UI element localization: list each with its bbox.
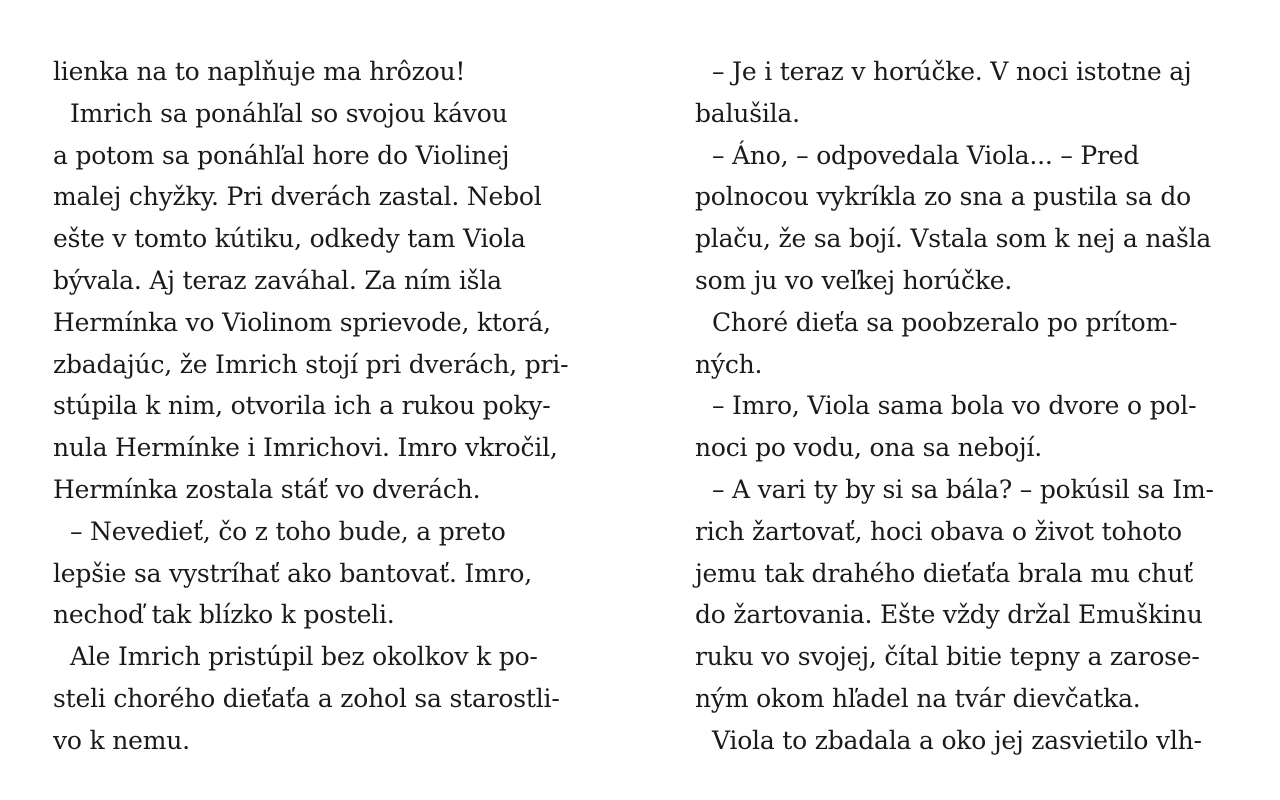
text-line: do žartovania. Ešte vždy držal Emuškinu — [695, 600, 1203, 630]
text-line: balušila. — [695, 98, 800, 128]
text-line: steli chorého dieťaťa a zohol sa starostli- — [53, 683, 560, 713]
text-line: vo k nemu. — [53, 725, 190, 755]
text-line: – Nevedieť, čo z toho bude, a preto — [70, 516, 506, 546]
text-line: bývala. Aj teraz zaváhal. Za ním išla — [53, 265, 502, 295]
left-page — [53, 51, 613, 762]
text-line: malej chyžky. Pri dverách zastal. Nebol — [53, 182, 542, 212]
text-line: ešte v tomto kútiku, odkedy tam Viola — [53, 224, 526, 254]
text-line: – A vari ty by si sa bála? – pokúsil sa Im- — [712, 474, 1214, 504]
text-line: Ale Imrich pristúpil bez okolkov k po- — [70, 642, 538, 672]
text-line: nechoď tak blízko k posteli. — [53, 600, 395, 630]
right-page — [695, 51, 1255, 762]
text-line: zbadajúc, že Imrich stojí pri dverách, pri- — [53, 349, 569, 379]
text-line: som ju vo veľkej horúčke. — [695, 265, 1013, 295]
text-line: rich žartovať, hoci obava o život tohoto — [695, 516, 1182, 546]
text-line: – Imro, Viola sama bola vo dvore o pol- — [712, 391, 1197, 421]
text-line: Hermínka vo Violinom sprievode, ktorá, — [53, 307, 551, 337]
text-line: ruku vo svojej, čítal bitie tepny a zarose- — [695, 642, 1200, 672]
text-line: jemu tak drahého dieťaťa brala mu chuť — [695, 558, 1193, 588]
text-line: polnocou vykríkla zo sna a pustila sa do — [695, 182, 1192, 212]
text-line: lepšie sa vystríhať ako bantovať. Imro, — [53, 558, 532, 588]
text-line: – Áno, – odpovedala Viola... – Pred — [712, 140, 1140, 170]
text-line: plaču, že sa bojí. Vstala som k nej a našla — [695, 224, 1212, 254]
text-line: stúpila k nim, otvorila ich a rukou poky- — [53, 391, 551, 421]
text-line: nula Hermínke i Imrichovi. Imro vkročil, — [53, 433, 558, 463]
text-line: ných. — [695, 349, 763, 379]
text-line: Imrich sa ponáhľal so svojou kávou — [70, 98, 508, 128]
text-line: lienka na to naplňuje ma hrôzou! — [53, 57, 466, 86]
text-line: Viola to zbadala a oko jej zasvietilo vlh- — [712, 725, 1202, 755]
text-line: ným okom hľadel na tvár dievčatka. — [695, 683, 1141, 713]
text-line: Choré dieťa sa poobzeralo po prítom- — [712, 307, 1178, 337]
text-line: noci po vodu, ona sa nebojí. — [695, 433, 1043, 463]
text-line: a potom sa ponáhľal hore do Violinej — [53, 140, 510, 170]
text-line: – Je i teraz v horúčke. V noci istotne aj — [712, 57, 1192, 86]
text-line: Hermínka zostala stáť vo dverách. — [53, 474, 481, 504]
